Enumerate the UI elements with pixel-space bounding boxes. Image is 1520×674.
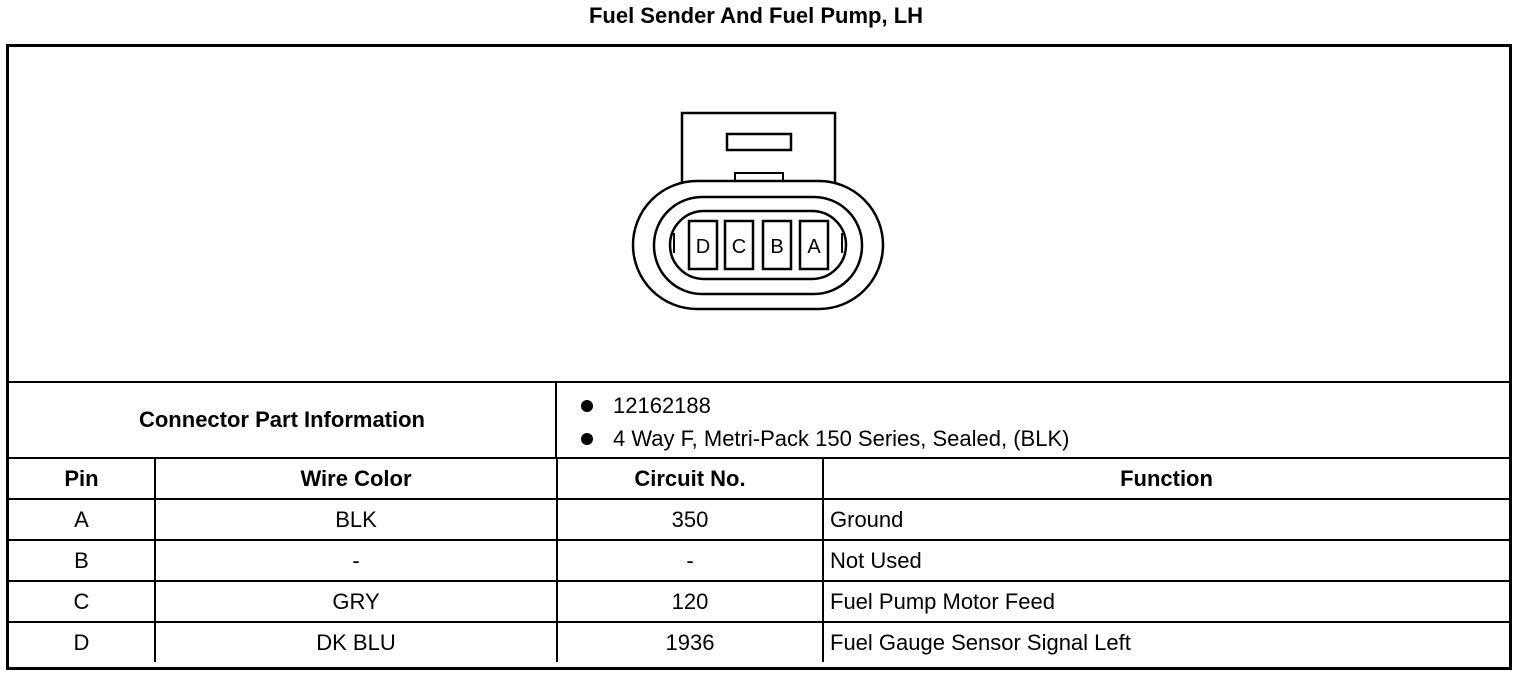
part-number: 12162188 bbox=[613, 392, 711, 418]
table-row bbox=[9, 540, 1509, 581]
part-info-item bbox=[557, 389, 1069, 422]
wire-color-cell: DK BLU bbox=[155, 622, 557, 662]
diagram-title: Fuel Sender And Fuel Pump, LH bbox=[588, 3, 924, 28]
table-row bbox=[9, 499, 1509, 540]
pin-cell: B bbox=[9, 540, 155, 581]
cavity-label-c: C bbox=[731, 236, 747, 258]
table-header-row bbox=[9, 459, 1509, 499]
pin-cell: C bbox=[9, 581, 155, 622]
cavity-label-b: B bbox=[770, 236, 784, 258]
function-cell: Fuel Pump Motor Feed bbox=[823, 581, 1509, 622]
connector-frame bbox=[6, 44, 1512, 670]
part-info-list bbox=[557, 389, 1069, 455]
function-cell: Ground bbox=[823, 499, 1509, 540]
circuit-cell: 120 bbox=[557, 581, 823, 622]
connector-drawing bbox=[9, 47, 1509, 381]
wire-color-cell: - bbox=[155, 540, 557, 581]
pin-cell: A bbox=[9, 499, 155, 540]
latch-slot bbox=[727, 134, 791, 150]
function-cell: Not Used bbox=[823, 540, 1509, 581]
wire-color-cell: GRY bbox=[155, 581, 557, 622]
connector-diagram bbox=[9, 47, 1509, 383]
table-row bbox=[9, 581, 1509, 622]
circuit-cell: 1936 bbox=[557, 622, 823, 662]
connector-part-info-row bbox=[9, 383, 1509, 459]
pinout-table bbox=[9, 459, 1509, 662]
bullet-icon bbox=[581, 400, 593, 412]
wire-color-cell: BLK bbox=[155, 499, 557, 540]
cavity-label-d: D bbox=[695, 236, 711, 258]
part-info-label: Connector Part Information bbox=[9, 383, 557, 457]
header-pin: Pin bbox=[9, 459, 155, 499]
pin-cell: D bbox=[9, 622, 155, 662]
header-function: Function bbox=[823, 459, 1509, 499]
function-cell: Fuel Gauge Sensor Signal Left bbox=[823, 622, 1509, 662]
part-info-item bbox=[557, 422, 1069, 455]
circuit-cell: 350 bbox=[557, 499, 823, 540]
header-wire-color: Wire Color bbox=[155, 459, 557, 499]
cavity-label-a: A bbox=[807, 236, 821, 258]
circuit-cell: - bbox=[557, 540, 823, 581]
header-circuit-no: Circuit No. bbox=[557, 459, 823, 499]
bullet-icon bbox=[581, 433, 593, 445]
part-description: 4 Way F, Metri-Pack 150 Series, Sealed, (BLK) bbox=[613, 425, 1070, 451]
table-row bbox=[9, 622, 1509, 662]
